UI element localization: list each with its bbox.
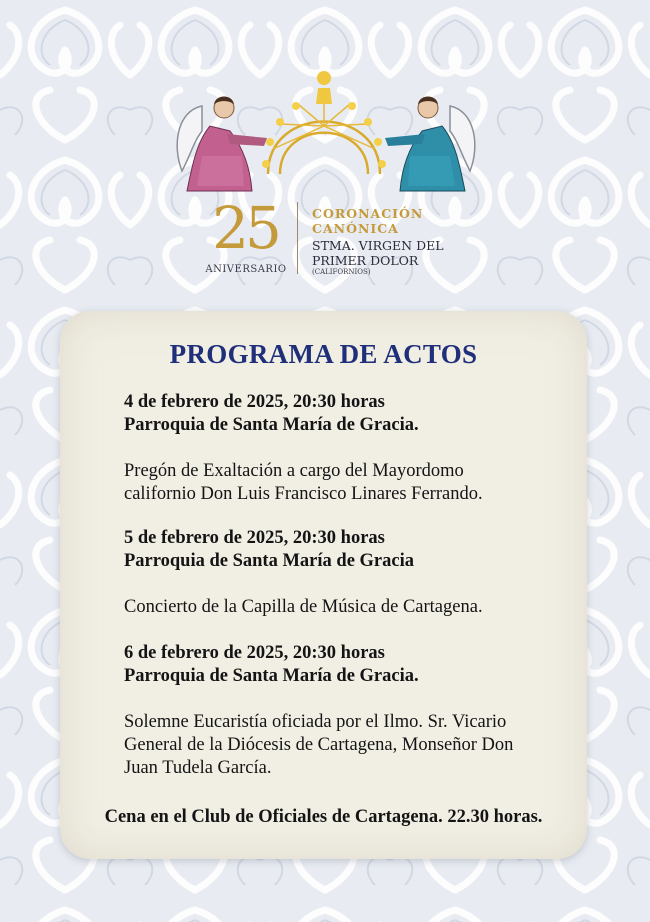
virgin-name (312, 238, 472, 268)
event-3-place: Parroquia de Santa María de Gracia. (124, 666, 419, 686)
event-1-desc-line-2: californio Don Luis Francisco Linares Ferrando. (124, 484, 483, 504)
event-2-place: Parroquia de Santa María de Gracia (124, 551, 414, 571)
virgin-line-2: PRIMER DOLOR (312, 253, 419, 268)
virgin-line-1: STMA. VIRGEN DEL (312, 238, 444, 253)
event-2-desc-line-1: Concierto de la Capilla de Música de Cartagena. (124, 597, 483, 617)
coronation-line-1: CORONACIÓN (312, 206, 424, 221)
anniversary-number: 25 (212, 194, 278, 262)
coronation-text (312, 206, 423, 236)
event-3-desc-line-3: Juan Tudela García. (124, 758, 272, 778)
event-1 (124, 391, 574, 506)
right-angel-icon (380, 86, 480, 196)
coronation-line-2: CANÓNICA (312, 221, 399, 236)
anniversary-label: ANIVERSARIO (205, 264, 287, 275)
event-1-date: 4 de febrero de 2025, 20:30 horas (124, 392, 385, 412)
event-3-date: 6 de febrero de 2025, 20:30 horas (124, 643, 385, 663)
logo-divider (297, 202, 298, 274)
event-3-desc-line-2: General de la Diócesis de Cartagena, Monseñor Don (124, 735, 514, 755)
event-2 (124, 527, 574, 619)
brotherhood-label: (CALIFORNIOS) (312, 268, 371, 276)
crown-halo-icon (258, 64, 390, 180)
event-2-date: 5 de febrero de 2025, 20:30 horas (124, 528, 385, 548)
event-3-desc-line-1: Solemne Eucaristía oficiada por el Ilmo. Sr. Vicario (124, 712, 507, 732)
event-3 (124, 642, 574, 780)
event-1-place: Parroquia de Santa María de Gracia. (124, 415, 419, 435)
program-title: PROGRAMA DE ACTOS (169, 339, 478, 369)
event-1-desc-line-1: Pregón de Exaltación a cargo del Mayordomo (124, 461, 464, 481)
left-angel-icon (172, 86, 272, 196)
dinner-notice: Cena en el Club de Oficiales de Cartagena. 22.30 horas. (104, 807, 543, 827)
header-emblem (0, 0, 650, 300)
program-card (60, 311, 587, 859)
